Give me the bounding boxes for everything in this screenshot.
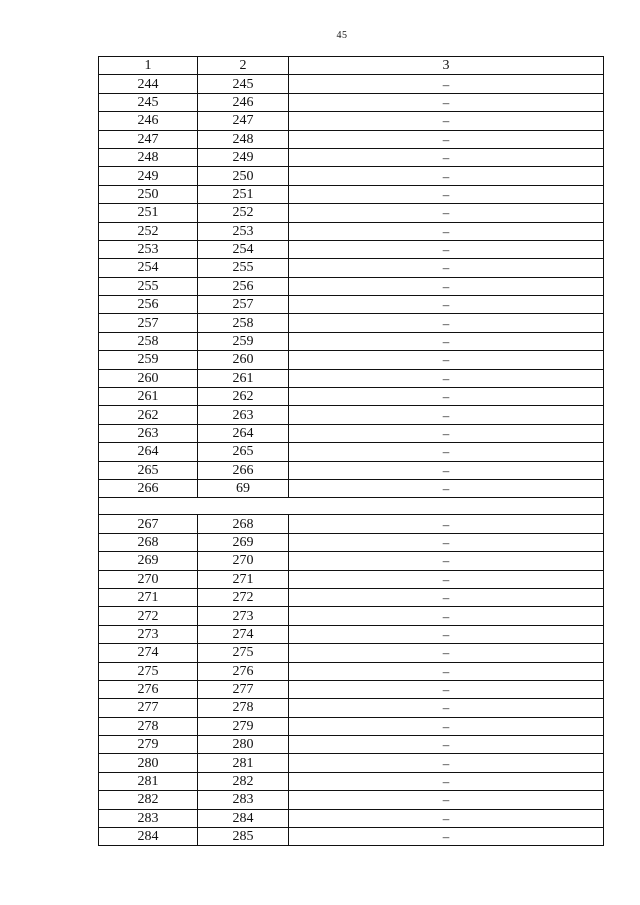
table-cell-col1: 258 (99, 332, 198, 350)
table-cell-col3: – (289, 754, 604, 772)
table-cell-col2: 263 (198, 406, 289, 424)
table-cell-col2: 254 (198, 240, 289, 258)
table-row (99, 148, 604, 166)
table-row (99, 717, 604, 735)
table-cell-col3: – (289, 388, 604, 406)
table-cell-col3: – (289, 222, 604, 240)
table-row (99, 461, 604, 479)
table-row (99, 112, 604, 130)
table-cell-col1: 264 (99, 443, 198, 461)
table-cell-col2: 261 (198, 369, 289, 387)
table-cell-col2: 262 (198, 388, 289, 406)
table-cell-col3: – (289, 406, 604, 424)
table-cell-col1: 284 (99, 828, 198, 846)
table-cell-col3: – (289, 461, 604, 479)
table-cell-col3: – (289, 443, 604, 461)
table-cell-col2: 282 (198, 772, 289, 790)
table-cell-col3: – (289, 259, 604, 277)
table-cell-col1: 271 (99, 588, 198, 606)
table-cell-col1: 276 (99, 680, 198, 698)
table-row (99, 93, 604, 111)
table-cell-col3: – (289, 809, 604, 827)
table-cell-col1: 250 (99, 185, 198, 203)
table-cell-col2: 259 (198, 332, 289, 350)
table-row (99, 625, 604, 643)
table-cell-col3: – (289, 167, 604, 185)
table-row (99, 754, 604, 772)
table-cell-col3: – (289, 314, 604, 332)
table-cell-col1: 279 (99, 736, 198, 754)
table-cell-col1: 281 (99, 772, 198, 790)
table-cell-col2: 271 (198, 570, 289, 588)
table-cell-col1: 278 (99, 717, 198, 735)
table-cell-col1: 254 (99, 259, 198, 277)
table-cell-col3: – (289, 625, 604, 643)
table-cell-col3: – (289, 772, 604, 790)
table-row (99, 479, 604, 497)
table-cell-col3: – (289, 644, 604, 662)
table-cell-col1: 260 (99, 369, 198, 387)
table-cell-col2: 256 (198, 277, 289, 295)
table-cell-col2: 248 (198, 130, 289, 148)
table-cell-col2: 260 (198, 351, 289, 369)
table-row (99, 443, 604, 461)
table-cell-col2: 69 (198, 479, 289, 497)
table-cell-col3: – (289, 662, 604, 680)
table-row (99, 351, 604, 369)
data-table (98, 56, 604, 846)
table-cell-col2: 250 (198, 167, 289, 185)
table-cell-col3: – (289, 699, 604, 717)
table-row (99, 588, 604, 606)
table-cell-col1: 252 (99, 222, 198, 240)
table-cell-col2: 247 (198, 112, 289, 130)
table-row (99, 406, 604, 424)
table-cell-col3: – (289, 552, 604, 570)
table-row (99, 240, 604, 258)
table-cell-col3: – (289, 369, 604, 387)
table-cell-col3: – (289, 424, 604, 442)
table-row (99, 772, 604, 790)
table-cell-col1: 265 (99, 461, 198, 479)
table-body (99, 75, 604, 846)
column-header-2: 2 (198, 57, 289, 75)
table-cell-col2: 274 (198, 625, 289, 643)
table-cell-col3: – (289, 828, 604, 846)
table-cell-col2: 275 (198, 644, 289, 662)
table-row (99, 809, 604, 827)
table-row (99, 644, 604, 662)
table-cell-col1: 266 (99, 479, 198, 497)
table-row (99, 828, 604, 846)
table-cell-col1: 272 (99, 607, 198, 625)
table-row (99, 369, 604, 387)
table-cell-col1: 268 (99, 533, 198, 551)
table-cell-col1: 280 (99, 754, 198, 772)
table-cell-col3: – (289, 680, 604, 698)
table-cell-col2: 249 (198, 148, 289, 166)
table-row (99, 332, 604, 350)
table-row (99, 130, 604, 148)
table-cell-col2: 278 (198, 699, 289, 717)
table-cell-col2: 255 (198, 259, 289, 277)
table-cell-col2: 253 (198, 222, 289, 240)
table-row (99, 259, 604, 277)
table-cell-col1: 244 (99, 75, 198, 93)
page-number: 45 (336, 30, 348, 41)
table-cell-col2: 277 (198, 680, 289, 698)
table-cell-col2: 283 (198, 791, 289, 809)
table-cell-col2: 245 (198, 75, 289, 93)
table-cell-col2: 285 (198, 828, 289, 846)
table-row (99, 533, 604, 551)
table-cell-col2: 268 (198, 515, 289, 533)
table-cell-col2: 273 (198, 607, 289, 625)
table-cell-col2: 281 (198, 754, 289, 772)
table-cell-col1: 269 (99, 552, 198, 570)
table-cell-col1: 270 (99, 570, 198, 588)
table-row (99, 680, 604, 698)
table-row (99, 424, 604, 442)
table-row (99, 515, 604, 533)
table-cell-col3: – (289, 296, 604, 314)
table-header-row (99, 57, 604, 75)
table-row (99, 296, 604, 314)
table-cell-col3: – (289, 240, 604, 258)
table-cell-col2: 269 (198, 533, 289, 551)
column-header-3: 3 (289, 57, 604, 75)
table-cell-col2: 246 (198, 93, 289, 111)
table-cell-col2: 257 (198, 296, 289, 314)
table-cell-col1: 248 (99, 148, 198, 166)
table-row (99, 204, 604, 222)
table-cell-col2: 276 (198, 662, 289, 680)
table-cell-col3: – (289, 736, 604, 754)
table-cell-col3: – (289, 791, 604, 809)
table-cell-col3: – (289, 277, 604, 295)
table-cell-col1: 255 (99, 277, 198, 295)
table-cell-col3: – (289, 75, 604, 93)
table-row (99, 222, 604, 240)
table-cell-col1: 263 (99, 424, 198, 442)
table-cell-col3: – (289, 204, 604, 222)
table-row (99, 736, 604, 754)
table-row (99, 167, 604, 185)
table-cell-col3: – (289, 479, 604, 497)
table-cell-col3: – (289, 533, 604, 551)
table-cell-col1: 259 (99, 351, 198, 369)
table-cell-col2: 252 (198, 204, 289, 222)
table-row (99, 552, 604, 570)
table-row (99, 791, 604, 809)
table-cell-col1: 247 (99, 130, 198, 148)
table-cell-col2: 270 (198, 552, 289, 570)
table-row (99, 570, 604, 588)
table-cell-col1: 253 (99, 240, 198, 258)
table-cell-col3: – (289, 607, 604, 625)
table-cell-col1: 277 (99, 699, 198, 717)
table-cell-col1: 256 (99, 296, 198, 314)
table-cell-col2: 265 (198, 443, 289, 461)
table-cell-col1: 275 (99, 662, 198, 680)
table-row (99, 388, 604, 406)
table-cell-col3: – (289, 130, 604, 148)
table-cell-col3: – (289, 112, 604, 130)
table-cell-col1: 261 (99, 388, 198, 406)
table-cell-col1: 262 (99, 406, 198, 424)
table-cell-col1: 283 (99, 809, 198, 827)
table-cell-col3: – (289, 148, 604, 166)
table-cell-col3: – (289, 717, 604, 735)
table-cell-col3: – (289, 588, 604, 606)
table-cell-col2: 272 (198, 588, 289, 606)
table-cell-col2: 258 (198, 314, 289, 332)
section-divider-cell (99, 498, 604, 515)
table-cell-col3: – (289, 185, 604, 203)
table-cell-col3: – (289, 351, 604, 369)
table-cell-col3: – (289, 570, 604, 588)
table-row (99, 699, 604, 717)
table-cell-col1: 282 (99, 791, 198, 809)
data-table-container (98, 56, 604, 846)
table-cell-col3: – (289, 332, 604, 350)
table-cell-col1: 251 (99, 204, 198, 222)
table-cell-col1: 246 (99, 112, 198, 130)
table-cell-col1: 267 (99, 515, 198, 533)
table-cell-col2: 284 (198, 809, 289, 827)
table-cell-col1: 273 (99, 625, 198, 643)
table-row (99, 314, 604, 332)
table-row (99, 277, 604, 295)
table-cell-col2: 251 (198, 185, 289, 203)
table-cell-col2: 279 (198, 717, 289, 735)
table-cell-col3: – (289, 515, 604, 533)
column-header-1: 1 (99, 57, 198, 75)
table-row (99, 662, 604, 680)
table-row (99, 185, 604, 203)
table-cell-col1: 245 (99, 93, 198, 111)
table-cell-col1: 249 (99, 167, 198, 185)
section-divider-row (99, 498, 604, 515)
table-cell-col2: 280 (198, 736, 289, 754)
table-cell-col2: 264 (198, 424, 289, 442)
table-row (99, 607, 604, 625)
table-cell-col1: 274 (99, 644, 198, 662)
table-cell-col1: 257 (99, 314, 198, 332)
table-cell-col3: – (289, 93, 604, 111)
table-row (99, 75, 604, 93)
table-cell-col2: 266 (198, 461, 289, 479)
